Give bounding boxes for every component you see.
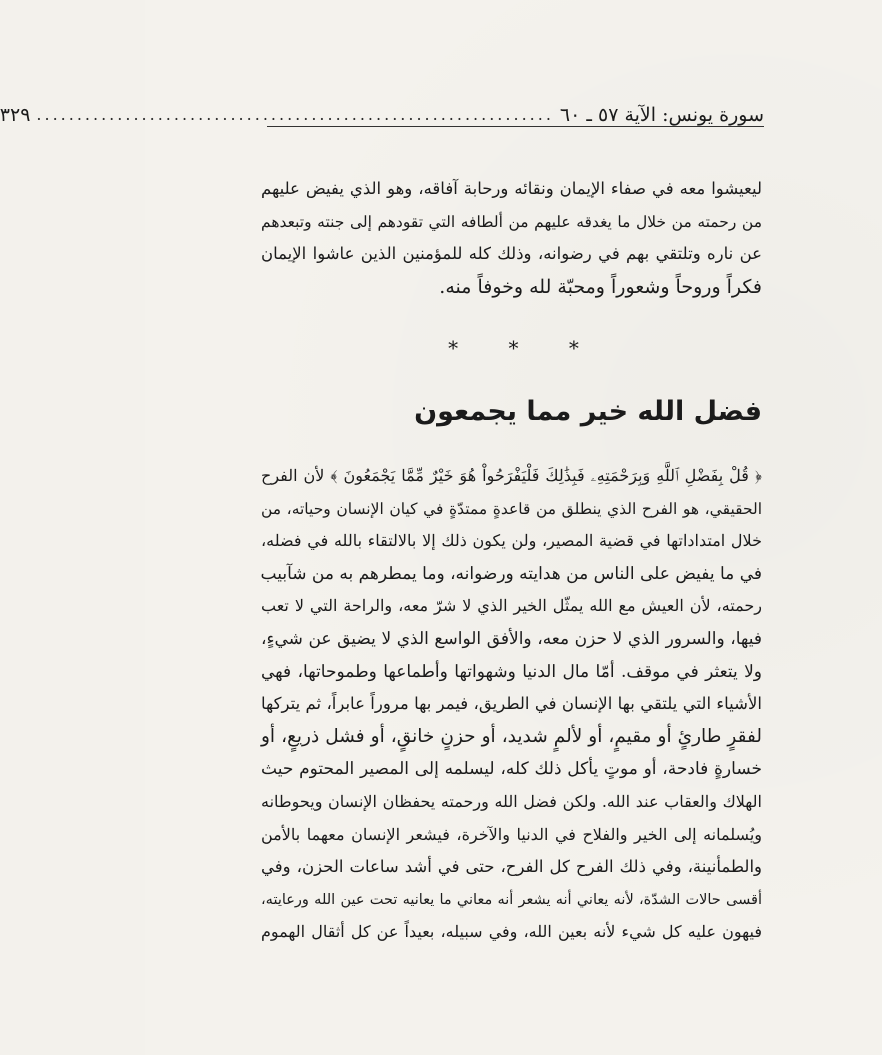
text-line: ويُسلمانه إلى الخير والفلاح في الدنيا والآخرة، فيشعر الإنسان معهما بالأمن [261, 824, 762, 844]
paragraph-intro [261, 173, 762, 303]
text-line: والطمأنينة، وفي ذلك الفرح كل الفرح، حتى في أشد ساعات الحزن، وفي [261, 857, 762, 877]
text-line: خلال امتداداتها في قضية المصير، ولن يكون ذلك إلا بالالتقاء بالله في فضله، [261, 531, 762, 551]
text-line: لفقرٍ طارئٍ أو مقيمٍ، أو لألمٍ شديد، أو حزنٍ خانقٍ، أو فشل ذريعٍ، أو [261, 725, 762, 747]
text-line: الأشياء التي يلتقي بها الإنسان في الطريق، فيمر بها مروراً عابراً، ثم يتركها [261, 694, 762, 714]
text-line: فكراً وروحاً وشعوراً ومحبّة لله وخوفاً منه. [439, 275, 762, 298]
header-title: سورة يونس: الآية ٥٧ ـ ٦٠ [559, 104, 764, 126]
text-line: ليعيشوا معه في صفاء الإيمان ونقائه ورحابة آفاقه، وهو الذي يفيض عليهم [261, 179, 762, 198]
header-leader-dots: ................................................................ [36, 105, 554, 124]
text-line: فيها، والسرور الذي لا حزن معه، والأفق الواسع الذي لا يضيق عن شيءٍ، [261, 628, 762, 649]
text-line: فيهون عليه كل شيء لأنه بعين الله، وفي سبيله، بعيداً عن كل أثقال الهموم [261, 922, 762, 942]
section-separator: * * * [448, 336, 601, 360]
text-line: خسارةٍ فادحة، أو موتٍ يأكل ذلك كله، ليسلمه إلى المصير المحتوم حيث [261, 759, 762, 780]
quran-verse-line: ﴿ قُلْ بِفَضْلِ ٱللَّهِ وَبِرَحْمَتِهِۦ فَبِذَٰلِكَ فَلْيَفْرَحُواْ هُوَ خَيْرٌ مِّمَّا يَجْمَعُونَ ﴾ لأن الفرح [261, 466, 762, 485]
text-line: الحقيقي، هو الفرح الذي ينطلق من قاعدةٍ ممتدّةٍ في كيان الإنسان وحياته، من [261, 499, 762, 518]
text-line: عن ناره وتلتقي بهم في رضوانه، وذلك كله للمؤمنين الذين عاشوا الإيمان [261, 244, 762, 264]
paragraph-main [261, 460, 762, 949]
running-header [0, 92, 764, 127]
text-line: ولا يتعثر في موقف. أمّا مال الدنيا وشهواتها وأطماعها وطموحاتها، فهي [261, 661, 762, 682]
section-heading: فضل الله خير مما يجمعون [414, 396, 762, 427]
text-line: أقسى حالات الشدّة، لأنه يعاني أنه يشعر أنه معاني ما يعانيه تحت عين الله ورعايته، [261, 891, 762, 908]
text-line: الهلاك والعقاب عند الله. ولكن فضل الله ورحمته يحفظان الإنسان ويحوطانه [261, 791, 762, 811]
text-line: من رحمته من خلال ما يغدقه عليهم من ألطافه التي تقودهم إلى جنته وتبعدهم [261, 212, 762, 231]
page-number: ٣٢٩ [0, 104, 31, 126]
text-line: رحمته، لأن العيش مع الله يمثّل الخير الذي لا شرّ معه، والراحة التي لا تعب [261, 596, 762, 616]
text-line: في ما يفيض على الناس من هدايته ورضوانه، وما يمطرهم به من شآبيب [260, 563, 762, 584]
